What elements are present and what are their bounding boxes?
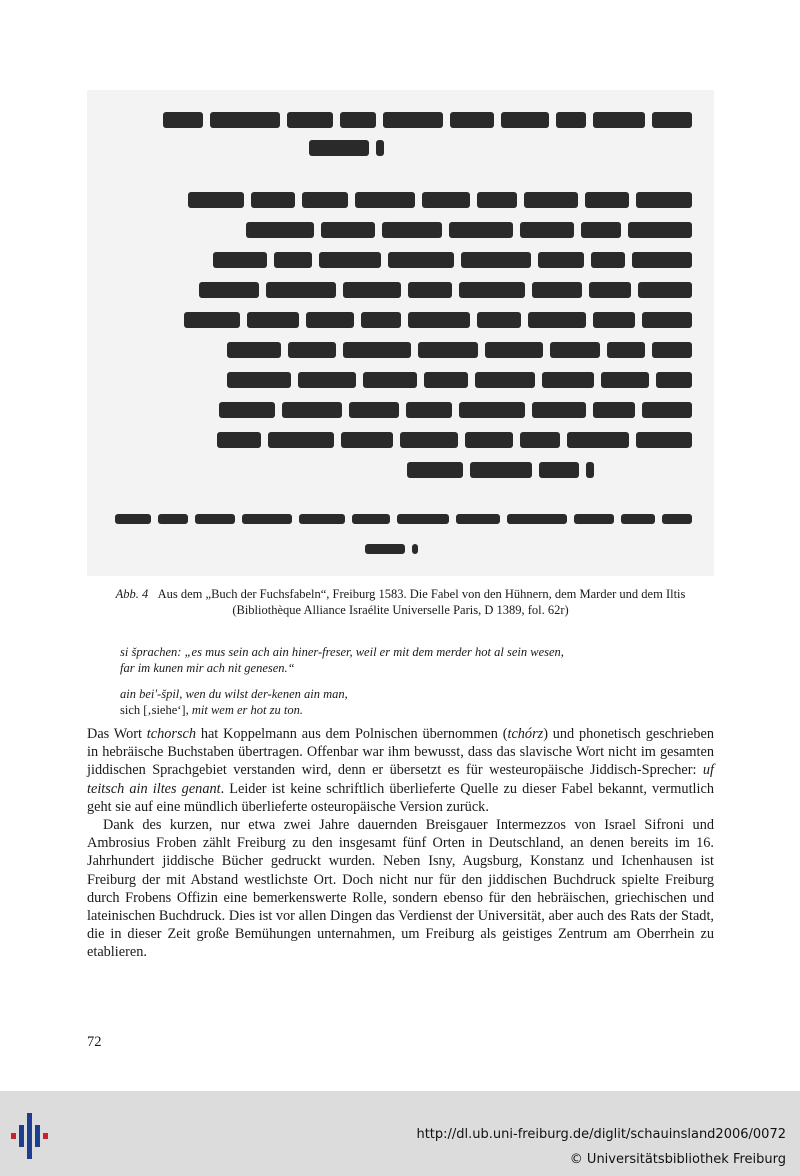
page-number: 72 [87, 1034, 102, 1050]
ub-freiburg-logo-icon[interactable] [8, 1111, 52, 1161]
verse-line: ain bei'-špil, wen du wilst der-kenen ain man, [120, 687, 348, 701]
verse-quote-1 [120, 644, 680, 676]
text-run: ) und phonetisch geschrieben in hebräische Buchstaben übertragen. Offenbar war ihm bewusst, dass das slavische Wort nicht im gesamten jiddischen Sprachgebiet verstanden wird, denn er übersetzt es für westeuropäische Jiddisch-Sprecher: [87, 726, 714, 779]
verse-line: si šprachen: „es mus sein ach ain hiner-freser, weil er mit dem merder hot al sein wesen, [120, 645, 564, 659]
paragraph-2: Dank des kurzen, nur etwa zwei Jahre dauernden Breisgauer Intermezzos von Israel Sifroni und Ambrosius Froben zählt Freiburg zu den insgesamt fünf Orten in Deutschland, an denen bereits im 16. Jahrhundert jiddische Bücher gedruckt wurden. Neben Isny, Augsburg, Konstanz und Ichenhausen ist Freiburg der mit Abstand westlichste Ort. Doch nicht nur für den jiddischen Buchdruck spielte Freiburg durch Frobens Offizin eine bemerkenswerte Rolle, sondern ebenso für den hebräischen, griechischen und lateinischen Buchdruck. Dies ist vor allen Dingen das Verdienst der Universität, aber auch des Rats der Stadt, die in dieser Zeit große Bemühungen unternahmen, um Freiburg als geistiges Zentrum am Oberrhein zu etablieren. [87, 817, 714, 961]
text-run: hat Koppelmann aus dem Polnischen übernommen ( [196, 726, 508, 742]
caption-text: Aus dem „Buch der Fuchsfabeln“, Freiburg 1583. Die Fabel von den Hühnern, dem Marder und dem Iltis [157, 587, 686, 601]
text-run: . Leider ist keine schriftlich überlieferte Quelle zu dieser Fabel bekannt, vermutlich geht sie auf eine mündlich überlieferte osteuropäische Version zurück. [87, 780, 714, 815]
verse-gloss: sich [‚siehe‘], [120, 703, 189, 717]
verse-quote-2 [120, 686, 680, 718]
verse-text: mit wem er hot zu ton. [188, 703, 303, 717]
text-run: Das Wort [87, 726, 147, 742]
verse-line [120, 702, 680, 718]
figure-caption [87, 586, 714, 618]
viewer-footer-bar [0, 1091, 800, 1176]
caption-line-1 [87, 586, 714, 602]
hebrew-manuscript-image [87, 90, 714, 576]
verse-line: far im kunen mir ach nit genesen.“ [120, 661, 295, 675]
emphasis-term: tchorsch [146, 726, 197, 742]
figure-number: Abb. 4 [115, 587, 149, 601]
emphasis-term: tchórz [507, 726, 544, 742]
page-url-link[interactable]: http://dl.ub.uni-freiburg.de/diglit/schauinsland2006/0072 [416, 1127, 786, 1142]
paragraph-1 [87, 725, 714, 816]
caption-line-2: (Bibliothèque Alliance Israélite Universelle Paris, D 1389, fol. 62r) [232, 603, 569, 617]
body-text [87, 725, 714, 962]
copyright-notice: © Universitätsbibliothek Freiburg [569, 1152, 786, 1167]
emphasis-term: uf teitsch ain iltes genant [87, 762, 714, 797]
hebrew-script-lines [87, 90, 714, 576]
